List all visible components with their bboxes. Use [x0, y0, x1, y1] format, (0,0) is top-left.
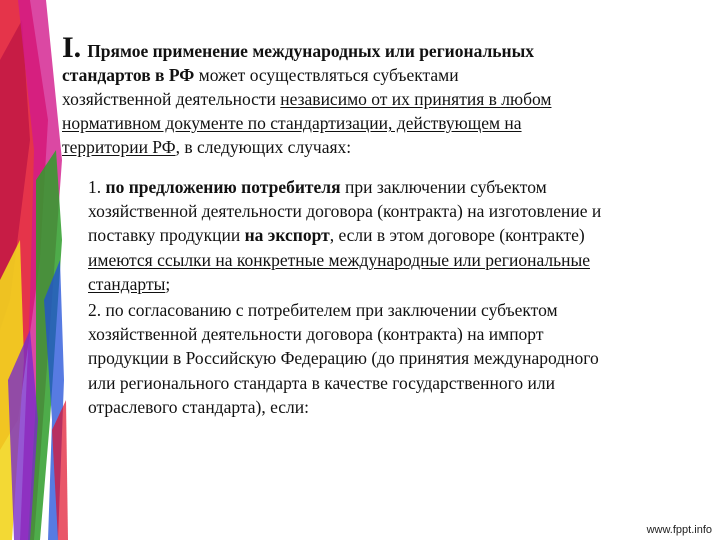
heading-line-4: нормативном документе по стандартизации, действующем на [62, 113, 522, 133]
watermark-text: www.fppt.info [646, 524, 712, 536]
heading-text-3: хозяйственной деятельности [62, 89, 281, 109]
list-item-2 [88, 298, 714, 419]
item2-line-4: или регионального стандарта в качестве государственного или [88, 372, 555, 393]
list-item-1 [88, 175, 714, 296]
item1-line-5 [88, 272, 714, 296]
heading-text-5: , в следующих случаях: [175, 137, 352, 157]
heading-paragraph [62, 31, 712, 159]
item1-text-3a: поставку продукции [88, 225, 245, 246]
heading-line-3 [62, 87, 712, 111]
item1-underlined-standards: стандарты [88, 273, 166, 294]
item1-line-1 [88, 175, 714, 199]
item1-bold-consumer: по предложению потребителя [105, 177, 341, 197]
item1-number: 1. [88, 177, 106, 197]
item2-line-2: хозяйственной деятельности договора (контракта) на импорт [88, 324, 544, 345]
item1-text-1: при заключении субъектом [340, 177, 547, 197]
roman-numeral: I. [62, 31, 82, 64]
item1-text-3c: , если в этом договоре (контракте) [329, 225, 585, 246]
heading-bold-standards: стандартов в РФ [62, 65, 195, 85]
heading-line-5 [62, 135, 712, 159]
heading-line-1 [62, 31, 712, 64]
item1-line-4: имеются ссылки на конкретные международные или региональные [88, 249, 590, 270]
heading-underlined-3: независимо от их принятия в любом [280, 89, 552, 109]
item1-line-2: хозяйственной деятельности договора (контракта) на изготовление и [88, 201, 602, 222]
heading-text-2: может осуществляться субъектами [194, 65, 459, 85]
item1-line-3 [88, 223, 714, 247]
heading-line-2 [62, 63, 712, 87]
item1-bold-export: на экспорт [244, 225, 330, 246]
item2-line-1: 2. по согласованию с потребителем при заключении субъектом [88, 300, 558, 321]
cases-list [88, 175, 714, 419]
heading-underlined-5: территории РФ [62, 137, 176, 157]
heading-bold-text: Прямое применение международных или региональных [87, 41, 535, 61]
item2-line-5: отраслевого стандарта), если: [88, 396, 310, 417]
item1-semicolon: ; [165, 273, 171, 294]
item2-line-3: продукции в Российскую Федерацию (до принятия международного [88, 348, 599, 369]
